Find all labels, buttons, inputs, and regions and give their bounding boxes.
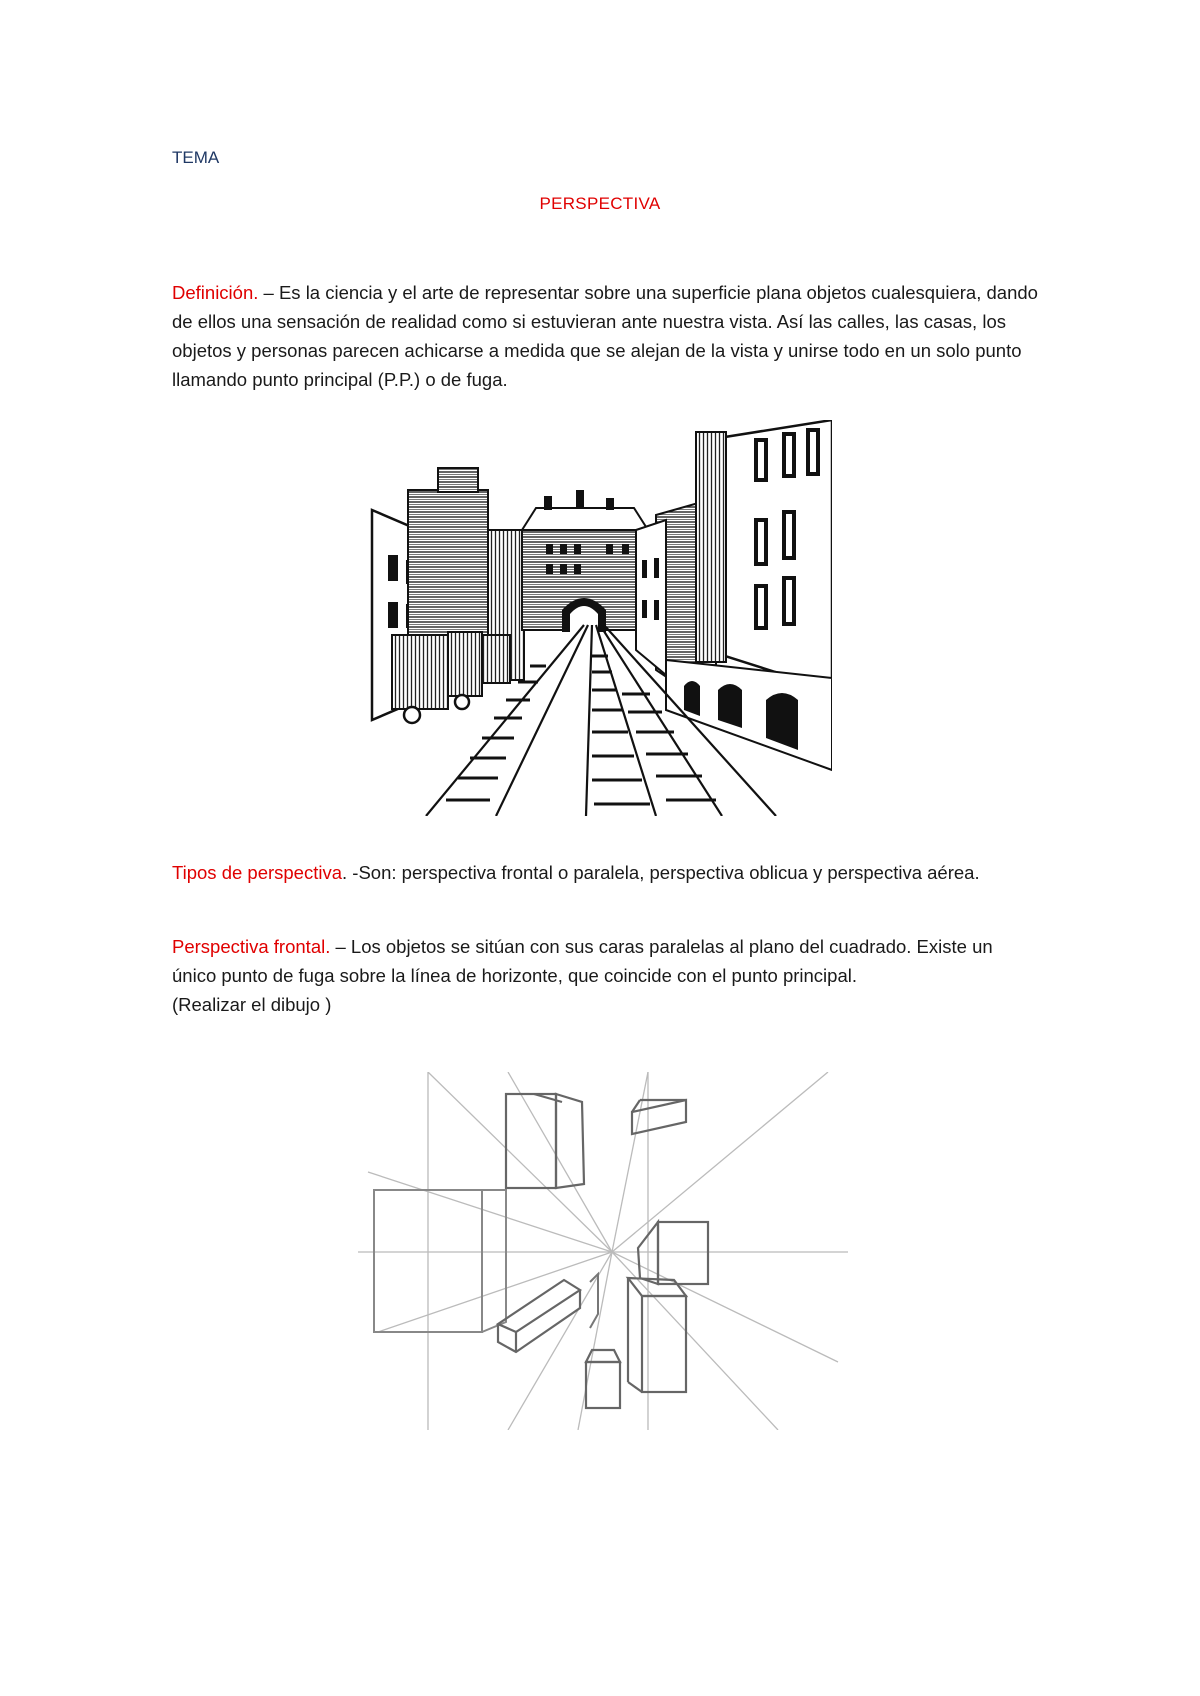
boxes-perspective-sketch bbox=[358, 1072, 848, 1430]
definition-lead: Definición. bbox=[172, 282, 259, 303]
frontal-lead: Perspectiva frontal. bbox=[172, 936, 331, 957]
street-perspective-drawing bbox=[366, 420, 832, 816]
types-paragraph bbox=[172, 858, 1042, 887]
definition-paragraph bbox=[172, 278, 1042, 394]
frontal-paragraph bbox=[172, 932, 1042, 1019]
street-perspective-illustration bbox=[366, 420, 832, 816]
page-title: PERSPECTIVA bbox=[539, 194, 661, 213]
frontal-note: (Realizar el dibujo ) bbox=[172, 994, 332, 1015]
topic-label: TEMA bbox=[172, 148, 220, 167]
boxes-perspective-drawing bbox=[358, 1072, 848, 1430]
definition-text: – Es la ciencia y el arte de representar sobre una superficie plana objetos cualesquiera, dando de ellos una sensación de realidad como si estuvieran ante nuestra vista. Así las calles, las casas, los objetos y personas parecen achicarse a medida que se alejan de la vista y unirse todo en un solo punto llamando punto principal (P.P.) o de fuga. bbox=[172, 282, 1038, 390]
frontal-text: – Los objetos se sitúan con sus caras paralelas al plano del cuadrado. Existe un único punto de fuga sobre la línea de horizonte, que coincide con el punto principal. bbox=[172, 936, 993, 986]
types-text: . -Son: perspectiva frontal o paralela, perspectiva oblicua y perspectiva aérea. bbox=[342, 862, 980, 883]
types-lead: Tipos de perspectiva bbox=[172, 862, 343, 883]
